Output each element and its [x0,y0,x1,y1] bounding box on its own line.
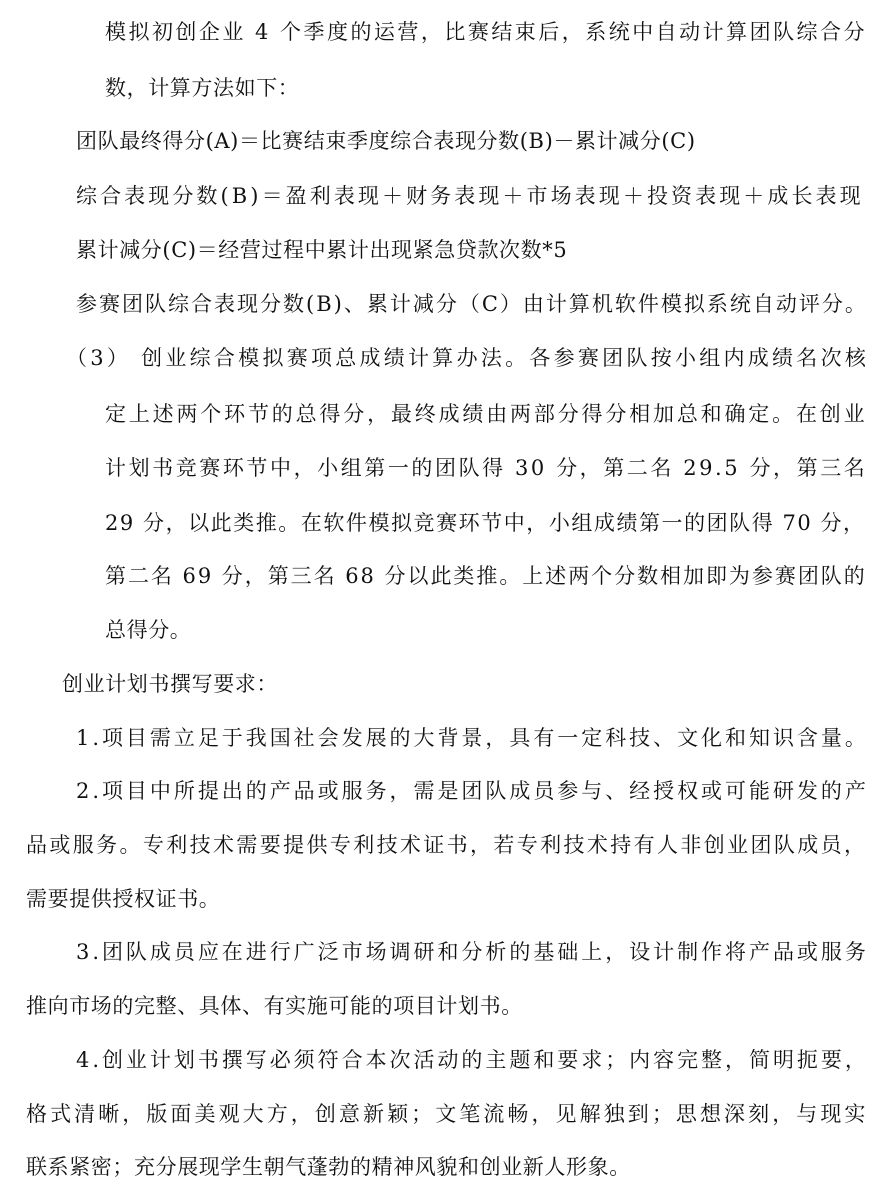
list-item: 3.团队成员应在进行广泛市场调研和分析的基础上，设计制作将产品或服务 [76,940,869,964]
list-item: 4.创业计划书撰写必须符合本次活动的主题和要求；内容完整，简明扼要， [76,1048,869,1072]
text-line: 第二名 69 分，第三名 68 分以此类推。上述两个分数相加即为参赛团队的 [105,564,867,588]
formula-line: 团队最终得分(A)＝比赛结束季度综合表现分数(B)－累计减分(C) [76,129,696,153]
list-item-continuation: 联系紧密；充分展现学生朝气蓬勃的精神风貌和创业新人形象。 [26,1155,631,1179]
text-line: 参赛团队综合表现分数(B)、累计减分（C）由计算机软件模拟系统自动评分。 [76,292,868,316]
text-line: 总得分。 [105,618,192,642]
list-item-continuation: 格式清晰，版面美观大方，创意新颖；文笔流畅，见解独到；思想深刻，与现实 [26,1102,869,1126]
list-item-continuation: 品或服务。专利技术需要提供专利技术证书，若专利技术持有人非创业团队成员， [26,833,868,857]
section-heading: 创业计划书撰写要求： [62,672,278,696]
text-line: （3） 创业综合模拟赛项总成绩计算办法。各参赛团队按小组内成绩名次核 [66,346,870,370]
text-line: 29 分，以此类推。在软件模拟竞赛环节中，小组成绩第一的团队得 70 分， [105,511,866,535]
text-line: 定上述两个环节的总得分，最终成绩由两部分得分相加总和确定。在创业 [105,402,868,426]
list-item: 2.项目中所提出的产品或服务，需是团队成员参与、经授权或可能研发的产 [76,779,869,803]
text-line: 数，计算方法如下： [105,76,300,100]
list-item-continuation: 推向市场的完整、具体、有实施可能的项目计划书。 [26,994,523,1018]
formula-line: 综合表现分数(B)＝盈利表现＋财务表现＋市场表现＋投资表现＋成长表现 [76,184,864,208]
text-line: 计划书竞赛环节中，小组第一的团队得 30 分，第二名 29.5 分，第三名 [105,456,868,480]
formula-line: 累计减分(C)＝经营过程中累计出现紧急贷款次数*5 [76,238,568,262]
text-line: 模拟初创企业 4 个季度的运营，比赛结束后，系统中自动计算团队综合分 [105,20,867,44]
list-item-continuation: 需要提供授权证书。 [26,887,221,911]
list-item: 1.项目需立足于我国社会发展的大背景，具有一定科技、文化和知识含量。 [76,726,869,750]
